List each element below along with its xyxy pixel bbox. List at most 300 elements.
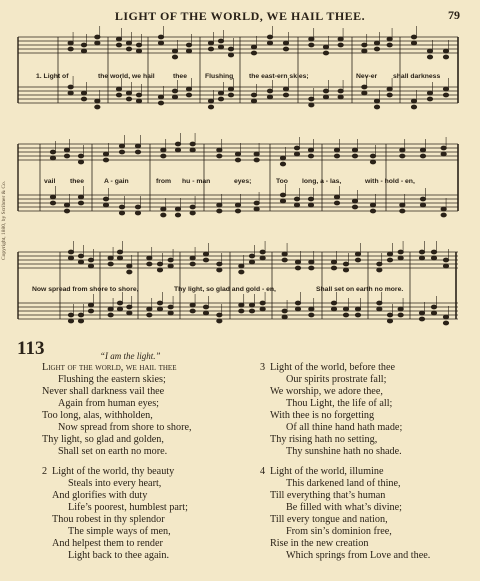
note-head — [398, 313, 403, 317]
note-head — [309, 307, 314, 311]
note-head — [88, 258, 93, 262]
note-head — [420, 203, 425, 207]
note-head — [260, 307, 265, 311]
note-head — [431, 256, 436, 260]
stanza-1-line-2: Flushing the eastern skies; — [58, 374, 166, 385]
note-head — [127, 270, 132, 274]
note-head — [400, 148, 405, 152]
note-head — [175, 148, 180, 152]
hymn-number: 113 — [17, 338, 45, 359]
note-head — [309, 37, 314, 41]
note-head — [443, 264, 448, 268]
note-head — [443, 315, 448, 319]
note-head — [95, 99, 100, 103]
note-head — [309, 43, 314, 47]
note-head — [119, 211, 124, 215]
note-head — [387, 258, 392, 262]
note-head — [158, 41, 163, 45]
note-head — [308, 197, 313, 201]
stanza-3-line-6: Of all thine hand hath made; — [286, 422, 403, 433]
note-head — [68, 256, 73, 260]
note-head — [117, 256, 122, 260]
note-head — [420, 148, 425, 152]
note-head — [147, 307, 152, 311]
note-head — [251, 51, 256, 55]
note-head — [387, 252, 392, 256]
note-head — [108, 262, 113, 266]
note-head — [175, 207, 180, 211]
note-head — [186, 49, 191, 53]
stanza-4 — [260, 466, 431, 562]
note-head — [217, 313, 222, 317]
note-head — [309, 97, 314, 101]
note-head — [411, 41, 416, 45]
note-head — [370, 154, 375, 158]
note-head — [260, 301, 265, 305]
note-head — [239, 303, 244, 307]
note-head — [308, 154, 313, 158]
stanza-2-line-4: Life’s poorest, humblest part; — [68, 502, 188, 513]
note-head — [282, 309, 287, 313]
note-head — [217, 203, 222, 207]
note-head — [218, 91, 223, 95]
page-header-title: LIGHT OF THE WORLD, WE HAIL THEE. — [114, 9, 366, 23]
note-head — [443, 87, 448, 91]
note-head — [190, 205, 195, 209]
note-head — [420, 154, 425, 158]
lyric-s3-3: Shall set on earth no more. — [316, 286, 404, 293]
note-head — [136, 93, 141, 97]
note-head — [387, 319, 392, 323]
stanza-4-number: 4 — [260, 466, 266, 477]
note-head — [186, 43, 191, 47]
note-head — [338, 95, 343, 99]
note-head — [387, 37, 392, 41]
note-head — [309, 260, 314, 264]
stanza-2-line-6: The simple ways of men, — [68, 526, 171, 537]
note-head — [387, 93, 392, 97]
lyric-s2-4: from — [156, 178, 172, 185]
note-head — [157, 262, 162, 266]
note-head — [81, 43, 86, 47]
note-head — [135, 211, 140, 215]
note-head — [190, 262, 195, 266]
stanza-2-line-5: Thou robest in thy splendor — [52, 514, 165, 525]
note-head — [103, 203, 108, 207]
lyric-s1-1: 1. Light of — [36, 73, 69, 80]
note-head — [103, 197, 108, 201]
note-head — [331, 260, 336, 264]
note-head — [78, 195, 83, 199]
lyric-s1-7: shall darkness — [393, 73, 441, 80]
note-head — [135, 144, 140, 148]
note-head — [68, 85, 73, 89]
note-head — [254, 158, 259, 162]
note-head — [126, 91, 131, 95]
note-head — [208, 41, 213, 45]
note-head — [203, 252, 208, 256]
stanza-3-line-1: Light of the world, before thee — [270, 362, 396, 373]
lyric-s1-3: thee — [173, 73, 187, 80]
note-head — [420, 197, 425, 201]
note-head — [116, 43, 121, 47]
note-head — [352, 154, 357, 158]
note-head — [136, 43, 141, 47]
note-head — [158, 35, 163, 39]
note-head — [117, 307, 122, 311]
note-head — [283, 87, 288, 91]
note-head — [294, 203, 299, 207]
note-head — [387, 87, 392, 91]
note-head — [251, 99, 256, 103]
note-head — [400, 203, 405, 207]
note-head — [362, 43, 367, 47]
note-head — [355, 307, 360, 311]
note-head — [334, 195, 339, 199]
note-head — [235, 152, 240, 156]
note-head — [400, 209, 405, 213]
note-head — [362, 91, 367, 95]
note-head — [441, 146, 446, 150]
stanza-4-line-4: Be filled with what’s divine; — [286, 502, 403, 513]
note-head — [309, 313, 314, 317]
note-head — [377, 301, 382, 305]
note-head — [294, 197, 299, 201]
stanza-1-line-6: Now spread from shore to shore, — [58, 422, 192, 433]
note-head — [331, 266, 336, 270]
stanza-1-line-7: Thy light, so glad and golden, — [42, 434, 164, 445]
stanza-2-number: 2 — [42, 466, 48, 477]
note-head — [116, 37, 121, 41]
stanza-1-line-4: Again from human eyes; — [58, 398, 159, 409]
note-head — [68, 319, 73, 323]
note-head — [370, 160, 375, 164]
stanza-3-line-3: We worship, we adore thee, — [270, 386, 383, 397]
note-head — [161, 213, 166, 217]
note-head — [78, 254, 83, 258]
note-head — [251, 45, 256, 49]
note-head — [355, 313, 360, 317]
note-head — [117, 250, 122, 254]
note-head — [127, 311, 132, 315]
note-head — [282, 252, 287, 256]
note-head — [331, 301, 336, 305]
page-number: 79 — [448, 8, 460, 22]
note-head — [249, 254, 254, 258]
note-head — [119, 150, 124, 154]
note-head — [217, 262, 222, 266]
stanza-3-line-7: Thy rising hath no setting, — [270, 434, 378, 445]
note-head — [172, 49, 177, 53]
stanza-3-line-8: Thy sunshine hath no shade. — [286, 446, 402, 457]
note-head — [334, 154, 339, 158]
note-head — [254, 152, 259, 156]
stanza-1-line-1: Light of the world, we hail thee — [42, 362, 177, 373]
note-head — [282, 258, 287, 262]
note-head — [283, 41, 288, 45]
note-head — [352, 205, 357, 209]
note-head — [343, 262, 348, 266]
note-head — [103, 158, 108, 162]
note-head — [175, 142, 180, 146]
note-head — [208, 47, 213, 51]
note-head — [68, 41, 73, 45]
stanza-3-line-5: With thee is no forgetting — [270, 410, 375, 421]
note-head — [267, 95, 272, 99]
note-head — [334, 148, 339, 152]
note-head — [343, 307, 348, 311]
note-head — [419, 317, 424, 321]
note-head — [172, 95, 177, 99]
note-head — [64, 209, 69, 213]
note-head — [190, 211, 195, 215]
stanza-4-line-1: Light of the world, illumine — [270, 466, 384, 477]
note-head — [158, 95, 163, 99]
lyric-s3-1: Now spread from shore to shore, — [32, 286, 139, 293]
note-head — [419, 250, 424, 254]
note-head — [280, 199, 285, 203]
note-head — [208, 105, 213, 109]
note-head — [127, 264, 132, 268]
note-head — [190, 256, 195, 260]
note-head — [387, 313, 392, 317]
note-head — [116, 93, 121, 97]
note-head — [443, 49, 448, 53]
note-head — [208, 99, 213, 103]
note-head — [119, 205, 124, 209]
note-head — [203, 305, 208, 309]
note-head — [68, 91, 73, 95]
stanza-2-line-1: Light of the world, thy beauty — [52, 466, 175, 477]
note-head — [203, 311, 208, 315]
stanza-3-number: 3 — [260, 362, 266, 373]
hymn-epigraph: “I am the light.” — [100, 351, 161, 361]
note-head — [323, 51, 328, 55]
note-head — [190, 142, 195, 146]
note-head — [362, 85, 367, 89]
note-head — [441, 213, 446, 217]
note-head — [158, 101, 163, 105]
note-head — [147, 256, 152, 260]
note-head — [81, 97, 86, 101]
note-head — [126, 41, 131, 45]
note-head — [88, 309, 93, 313]
stanza-4-line-7: Rise in the new creation — [270, 538, 369, 549]
note-head — [239, 270, 244, 274]
note-head — [228, 47, 233, 51]
note-head — [374, 41, 379, 45]
note-head — [267, 41, 272, 45]
note-head — [295, 307, 300, 311]
note-head — [126, 47, 131, 51]
note-head — [78, 313, 83, 317]
note-head — [218, 45, 223, 49]
note-head — [398, 307, 403, 311]
note-head — [235, 158, 240, 162]
note-head — [280, 193, 285, 197]
note-head — [108, 313, 113, 317]
note-head — [172, 55, 177, 59]
note-head — [186, 87, 191, 91]
note-head — [95, 105, 100, 109]
note-head — [157, 301, 162, 305]
stanza-4-line-8: Which springs from Love and thee. — [286, 550, 431, 561]
note-head — [108, 307, 113, 311]
note-head — [64, 203, 69, 207]
lyric-s2-2: thee — [70, 178, 84, 185]
note-head — [309, 103, 314, 107]
lyric-s2-3: A - gain — [104, 178, 129, 185]
note-head — [374, 47, 379, 51]
note-head — [175, 213, 180, 217]
lyric-s1-2: the world, we hail — [98, 73, 155, 80]
stanza-2-line-8: Light back to thee again. — [68, 550, 169, 561]
lyric-s2-1: vail — [44, 178, 56, 185]
note-head — [441, 152, 446, 156]
note-head — [249, 309, 254, 313]
note-head — [338, 89, 343, 93]
lyric-s1-6: Nev-er — [356, 73, 378, 80]
stanza-1-line-5: Too long, alas, withholden, — [42, 410, 153, 421]
note-head — [161, 207, 166, 211]
note-head — [239, 264, 244, 268]
note-head — [116, 87, 121, 91]
note-head — [190, 303, 195, 307]
note-head — [135, 150, 140, 154]
note-head — [411, 105, 416, 109]
note-head — [295, 266, 300, 270]
note-head — [283, 47, 288, 51]
note-head — [251, 93, 256, 97]
note-head — [387, 43, 392, 47]
note-head — [203, 258, 208, 262]
note-head — [103, 152, 108, 156]
note-head — [377, 262, 382, 266]
note-head — [249, 260, 254, 264]
lyric-s3-2: Thy light, so glad and gold - en, — [174, 286, 276, 293]
note-head — [68, 313, 73, 317]
lyric-s2-6: eyes; — [234, 178, 252, 185]
note-head — [427, 97, 432, 101]
note-head — [295, 260, 300, 264]
stanza-2-line-2: Steals into every heart, — [68, 478, 162, 489]
note-head — [95, 35, 100, 39]
note-head — [343, 268, 348, 272]
note-head — [64, 148, 69, 152]
note-head — [295, 301, 300, 305]
stanza-1-line-3: Never shall darkness vail thee — [42, 386, 165, 397]
note-head — [157, 307, 162, 311]
note-head — [218, 39, 223, 43]
note-head — [127, 305, 132, 309]
lyric-s2-9: with - hold - en, — [365, 178, 415, 185]
note-head — [88, 303, 93, 307]
lyric-s2-8: long, a - las, — [302, 178, 342, 185]
note-head — [186, 93, 191, 97]
note-head — [228, 87, 233, 91]
note-head — [431, 250, 436, 254]
note-head — [254, 201, 259, 205]
note-head — [254, 207, 259, 211]
note-head — [136, 99, 141, 103]
stanza-2-line-3: And glorifies with duty — [52, 490, 148, 501]
note-head — [228, 93, 233, 97]
note-head — [398, 250, 403, 254]
note-head — [283, 93, 288, 97]
note-head — [323, 45, 328, 49]
lyric-s1-5: the east-ern skies; — [249, 73, 309, 80]
stanza-1 — [42, 362, 192, 458]
note-head — [441, 207, 446, 211]
note-head — [190, 148, 195, 152]
note-head — [370, 209, 375, 213]
note-head — [157, 268, 162, 272]
note-head — [147, 313, 152, 317]
note-head — [217, 268, 222, 272]
note-head — [168, 311, 173, 315]
note-head — [411, 99, 416, 103]
note-head — [427, 55, 432, 59]
note-head — [374, 105, 379, 109]
note-head — [282, 315, 287, 319]
note-head — [294, 146, 299, 150]
note-head — [217, 154, 222, 158]
note-head — [217, 209, 222, 213]
note-head — [260, 250, 265, 254]
note-head — [431, 305, 436, 309]
note-head — [136, 49, 141, 53]
stanza-4-line-6: From sin’s dominion free, — [286, 526, 392, 537]
note-head — [235, 203, 240, 207]
note-head — [308, 148, 313, 152]
note-head — [355, 252, 360, 256]
note-head — [81, 91, 86, 95]
note-head — [78, 201, 83, 205]
note-head — [377, 268, 382, 272]
note-head — [280, 162, 285, 166]
note-head — [343, 313, 348, 317]
note-head — [352, 199, 357, 203]
note-head — [126, 97, 131, 101]
note-head — [172, 89, 177, 93]
note-head — [95, 41, 100, 45]
note-head — [81, 49, 86, 53]
note-head — [218, 97, 223, 101]
note-head — [419, 256, 424, 260]
lyric-s1-4: Flushing — [205, 73, 234, 80]
note-head — [50, 150, 55, 154]
copyright-notice: Copyright, 1880, by Scribner & Co. — [1, 180, 7, 260]
note-head — [267, 35, 272, 39]
lyric-s2-7: Too — [276, 178, 288, 185]
note-head — [108, 256, 113, 260]
note-head — [68, 250, 73, 254]
note-head — [338, 37, 343, 41]
note-head — [249, 303, 254, 307]
lyric-s2-5: hu - man — [182, 178, 211, 185]
note-head — [323, 89, 328, 93]
note-head — [217, 148, 222, 152]
note-head — [161, 148, 166, 152]
note-head — [443, 55, 448, 59]
note-head — [309, 266, 314, 270]
stanza-4-line-2: This darkened land of thine, — [286, 478, 401, 489]
note-head — [334, 201, 339, 205]
note-head — [217, 319, 222, 323]
note-head — [161, 154, 166, 158]
note-head — [400, 154, 405, 158]
note-head — [331, 307, 336, 311]
